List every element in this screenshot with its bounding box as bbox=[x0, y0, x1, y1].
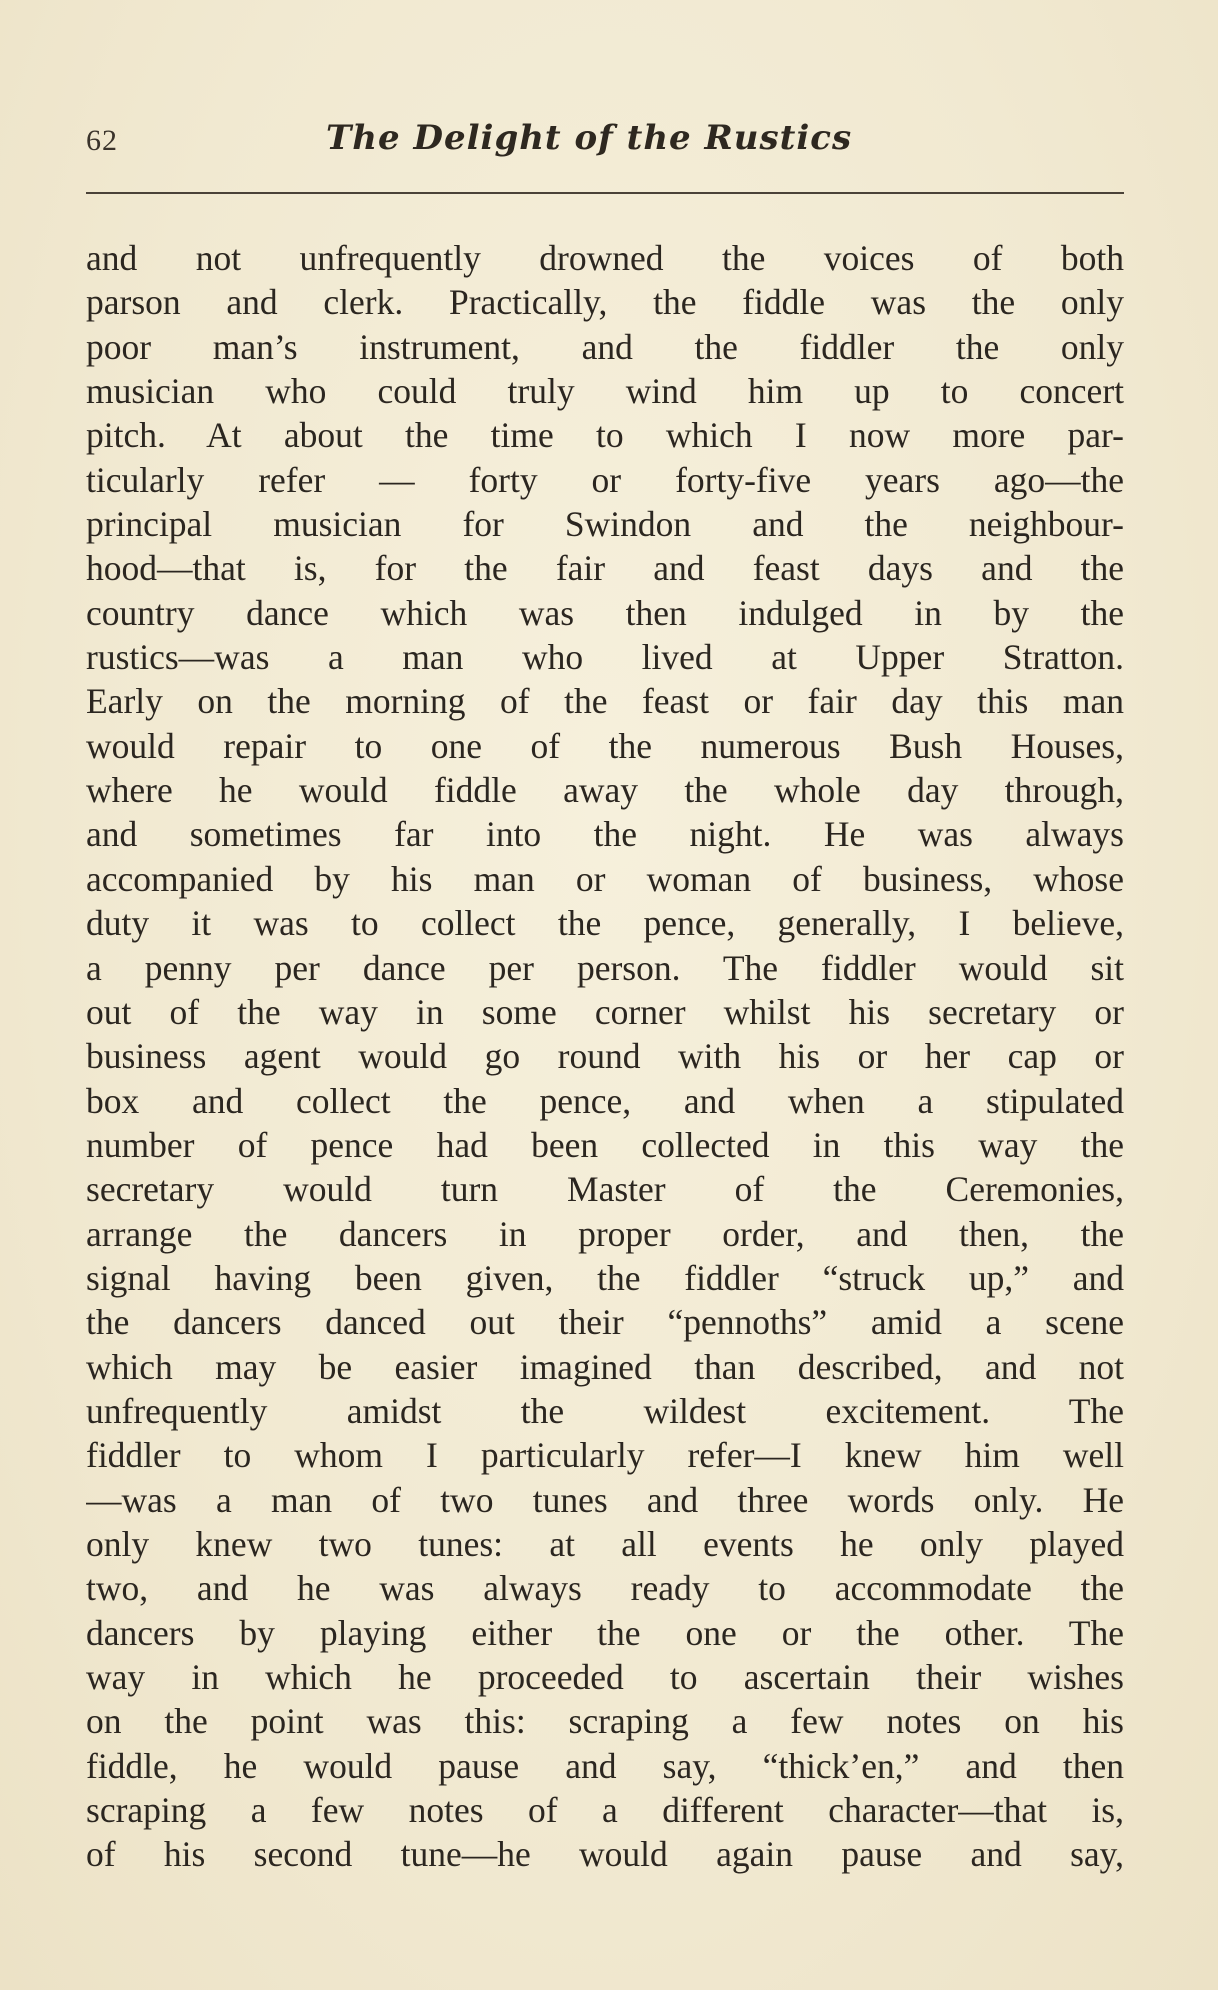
text-line: pitch. At about the time to which I now more par- bbox=[86, 415, 1124, 456]
text-line: dancers by playing either the one or the other. The bbox=[86, 1612, 1124, 1653]
text-line: out of the way in some corner whilst his secretary or bbox=[86, 991, 1124, 1032]
text-line: Early on the morning of the feast or fair day this man bbox=[86, 681, 1124, 722]
text-line: and sometimes far into the night. He was always bbox=[86, 814, 1124, 855]
text-line: signal having been given, the fiddler “struck up,” and bbox=[86, 1257, 1124, 1298]
text-line: unfrequently amidst the wildest excitement. The bbox=[86, 1390, 1124, 1431]
text-line: arrange the dancers in proper order, and then, the bbox=[86, 1213, 1124, 1254]
text-line: the dancers danced out their “pennoths” amid a scene bbox=[86, 1302, 1124, 1343]
text-line: fiddler to whom I particularly refer—I knew him well bbox=[86, 1435, 1124, 1476]
text-line: and not unfrequently drowned the voices of both bbox=[86, 238, 1124, 278]
text-line: fiddle, he would pause and say, “thick’en,” and then bbox=[86, 1745, 1124, 1786]
text-line: poor man’s instrument, and the fiddler the only bbox=[86, 326, 1124, 367]
text-line: rustics—was a man who lived at Upper Stratton. bbox=[86, 637, 1124, 678]
running-title: The Delight of the Rustics bbox=[326, 118, 853, 158]
text-line: parson and clerk. Practically, the fiddle was the only bbox=[86, 282, 1124, 323]
text-line: scraping a few notes of a different character—that is, bbox=[86, 1790, 1124, 1831]
text-line: where he would fiddle away the whole day through, bbox=[86, 770, 1124, 811]
text-line: hood—that is, for the fair and feast days and the bbox=[86, 548, 1124, 589]
text-line: accompanied by his man or woman of business, whose bbox=[86, 858, 1124, 899]
text-line: country dance which was then indulged in by the bbox=[86, 592, 1124, 633]
text-line: which may be easier imagined than described, and not bbox=[86, 1346, 1124, 1387]
text-line: secretary would turn Master of the Ceremonies, bbox=[86, 1169, 1124, 1210]
text-line: two, and he was always ready to accommodate the bbox=[86, 1568, 1124, 1609]
text-line: business agent would go round with his or her cap or bbox=[86, 1036, 1124, 1077]
text-line: way in which he proceeded to ascertain their wishes bbox=[86, 1657, 1124, 1697]
text-line: on the point was this: scraping a few notes on his bbox=[86, 1701, 1124, 1742]
text-line: number of pence had been collected in this way the bbox=[86, 1124, 1124, 1165]
text-line: of his second tune—he would again pause and say, bbox=[86, 1834, 1124, 1875]
text-line: principal musician for Swindon and the neighbour- bbox=[86, 504, 1124, 545]
text-line: a penny per dance per person. The fiddler would sit bbox=[86, 947, 1124, 988]
header-rule bbox=[86, 192, 1124, 194]
text-line: only knew two tunes: at all events he only played bbox=[86, 1523, 1124, 1564]
text-line: box and collect the pence, and when a stipulated bbox=[86, 1080, 1124, 1121]
body-paragraph bbox=[86, 236, 1124, 1877]
text-line: —was a man of two tunes and three words only. He bbox=[86, 1479, 1124, 1520]
text-line: would repair to one of the numerous Bush Houses, bbox=[86, 725, 1124, 766]
text-line: ticularly refer — forty or forty-five years ago—the bbox=[86, 459, 1124, 500]
text-line: musician who could truly wind him up to concert bbox=[86, 371, 1124, 412]
page-number: 62 bbox=[86, 124, 118, 157]
text-line: duty it was to collect the pence, generally, I believe, bbox=[86, 903, 1124, 944]
page-header bbox=[86, 118, 1124, 168]
